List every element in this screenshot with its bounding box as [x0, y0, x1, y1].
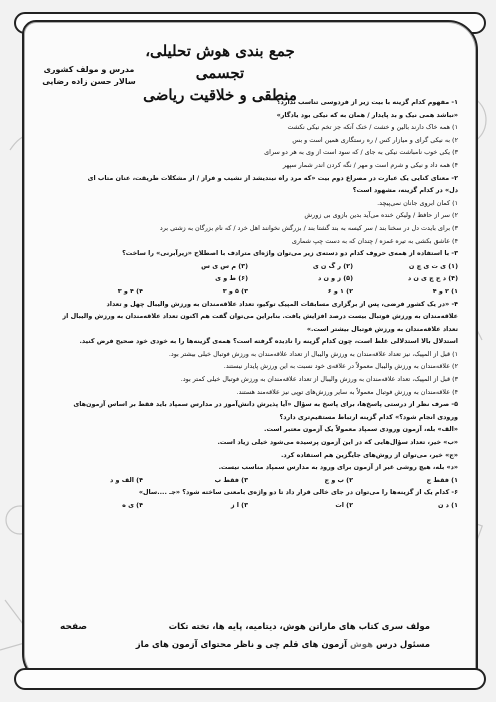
q6-option-row	[38, 499, 458, 512]
footer-role-line	[60, 636, 430, 654]
option: ۱) ۲ و ۴	[432, 286, 458, 295]
footer-role-prefix: مسئول درس	[375, 640, 430, 650]
footer	[60, 618, 430, 654]
option: (۶) ط و ی	[215, 274, 248, 283]
option: (۳) م س ی س	[201, 261, 248, 270]
option: ۴) ی ه	[122, 501, 143, 509]
text-line: «ب» خیر، تعداد سؤال‌هایی که در این آزمون پرسیده می‌شود خیلی زیاد است.	[217, 438, 458, 447]
option: ۴) ۴ و ۳	[117, 286, 143, 295]
text-line: ۳- با استفاده از همه‌ی حروف کدام دو دسته‌ی زیر می‌توان واژه‌ای مترادف با اصطلاح «زیرآبرنی» را ساخت؟	[122, 249, 458, 258]
footer-role-accent: هوش	[350, 640, 373, 650]
text-line: ۳) قبل از المپیک، تعداد علاقه‌مندان به ورزش والیبال از تعداد علاقه‌مندان به ورزش فوتبال خیلی کمتر بود.	[180, 375, 458, 384]
option	[38, 272, 143, 285]
option: (۵) ز و ن د	[317, 274, 353, 283]
text-line: ۲- معنای کنایی یک عبارت در مصراع دوم بیت «که مرد راه نیندیشد از نشیب و فراز / از مشکلات طریقت، عنان متاب ای	[87, 173, 458, 182]
text-line: «ج» خیر، می‌توان از روش‌های جایگزین هم استفاده کرد.	[280, 450, 458, 459]
option	[38, 260, 143, 273]
questions-body	[38, 96, 458, 512]
option: ۳) ۵ و ۳	[222, 286, 248, 295]
text-line: ۴) همه داد و نیکی و شرم است و مهر / نگه کردن اندر شمار سپهر	[282, 160, 458, 169]
text-line: استدلال بالا استدلالی غلط است، چون کدام گزینه را نادیده گرفته است؟ همه‌ی گزینه‌ها را به خودی خود صحیح فرض کنید.	[79, 337, 458, 346]
text-line: «نباشد همی نیک و بد پایدار / همان به که نیکی بود یادگار»	[276, 110, 458, 119]
text-line: ۱) کمان ابروی جانان نمی‌پیچد.	[377, 198, 458, 207]
footer-role-suffix: آزمون های قلم چی و ناظر محتوای آزمون های ماز	[135, 640, 348, 650]
scroll-bottom-curl	[14, 668, 486, 690]
text-line: ۵- صرف نظر از درستی پاسخ‌ها، برای پاسخ به سؤال «آیا پذیرش دانش‌آموز در مدارس سمپاد باید فقط بر اساس آزمون‌های	[73, 400, 458, 409]
text-line: ۱) قبل از المپیک، نیز تعداد علاقه‌مندان به ورزش والیبال از تعداد علاقه‌مندان به ورزش فوتبال خیلی بیشتر بود.	[168, 349, 458, 358]
option: ۳) ا ز	[230, 501, 248, 509]
text-line: ۲) علاقه‌مندان به ورزش والیبال معمولاً در علاقه‌ی خود نسبت به این ورزش پایدار نیستند.	[223, 362, 458, 371]
text-line: ۳) یکی خوب نامباشت نیکی به جای / که سود است از وی به هر دو سرای	[264, 148, 458, 157]
text-line: ورودی انجام شود؟» کدام گزینه ارتباط مستقیم‌تری دارد؟	[279, 412, 458, 421]
text-line: ۱) همه خاک دارند بالین و خشت / خنک آنکه جز تخم نیکی نکشت	[287, 123, 458, 132]
option: ۲) ات	[335, 501, 353, 509]
q3-answer-row	[38, 285, 458, 298]
text-line: تعداد علاقه‌مندان به ورزش فوتبال بیشتر است.»	[306, 324, 458, 333]
option: ۱) فقط ج	[426, 475, 458, 484]
q5-option-row	[38, 474, 458, 487]
q3-option-row	[38, 272, 458, 285]
option: (۲) ر گ ن ی	[312, 261, 353, 270]
option: (۴) د ج چ ی ن د	[407, 274, 458, 283]
text-line: «د» بله، هیچ روشی غیر از آزمون برای ورود به مدارس سمپاد مناسب نیست.	[218, 463, 458, 472]
author-role: مدرس و مولف کشوری	[43, 65, 135, 74]
author-name: سالار حسن زاده رضایی	[42, 77, 136, 86]
text-line: ۳) برای بایدت دل در سخنا بند / سر کیسه به بند گشتا بند / بزرگش نخوانند اهل خرد / که نام بزرگان به زشتی برد	[159, 223, 458, 232]
option: ۲) ۱ و ۶	[327, 286, 353, 295]
text-line: «الف» بله، آزمون ورودی سمپاد معمولاً یک آزمون معتبر است.	[264, 425, 458, 434]
text-line: دل» در کدام گزینه، مشهود است؟	[352, 186, 458, 195]
option: ۱) د ن	[437, 501, 458, 509]
option: ۴) الف و د	[110, 475, 143, 484]
title-line-2: منطقی و خلاقیت ریاضی	[143, 86, 297, 104]
text-line: ۲) به نیکی گرای و میازار کس / ره رستگاری همین است و بس	[292, 135, 458, 144]
option: ۳) فقط ب	[214, 475, 248, 484]
footer-credit-line: مولف سری کتاب های ماراتن هوش، دیتامیه، پایه ها، تخته تکات	[168, 622, 430, 632]
q3-option-row	[38, 260, 458, 273]
text-line: ۶- کدام یک از گزینه‌ها را می‌توان در جای خالی قرار داد تا دو واژه‌ی بامعنی ساخته شود؟ «جـ ....سال»	[138, 488, 458, 497]
page-label: صفحه	[60, 622, 88, 632]
option: ۲) ب و ج	[324, 475, 353, 484]
text-line: ۱- مفهوم کدام گزینه با بیت زیر از فردوسی تناسب ندارد؟	[276, 98, 458, 106]
text-line: ۴- «در یک کشور فرضی، پس از برگزاری مسابقات المپیک توکیو، تعداد علاقه‌مندان به ورزش والیبال چهل و تعداد	[106, 299, 458, 308]
author-block	[34, 64, 144, 88]
text-line: ۴) عاشق بکشی به تیره غمزه / چندان که به دست چپ شماری	[291, 236, 458, 245]
text-line: ۲) سر از حافظ / ولیکن خنده می‌آید بدین بازوی بی زورش	[304, 211, 458, 220]
option: (۱) ی ت ی چ ن	[408, 261, 458, 270]
text-line: علاقه‌مندان به ورزش فوتبال بیست درصد افزایش یافت. بنابراین می‌توان گفت هم اکنون تعداد علاقه‌مندان به ورزش والیبال از	[62, 312, 458, 321]
title-line-1: جمع بندی هوش تحلیلی، تجسمی	[145, 42, 295, 82]
text-line: ۴) علاقه‌مندان به ورزش فوتبال معمولاً به سایر ورزش‌های توپی نیز علاقه‌مند هستند.	[236, 387, 458, 396]
